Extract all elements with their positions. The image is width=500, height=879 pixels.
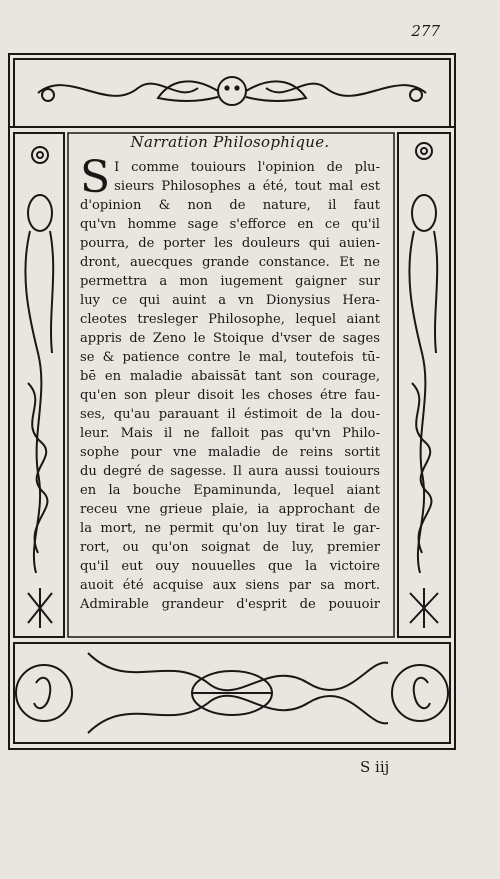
text-line: cleotes tresleger Philosophe, lequel aiant xyxy=(80,312,380,327)
text-line: receu vne grieue plaie, ia approchant de xyxy=(80,502,380,517)
text-line: rort, ou qu'on soignat de luy, premier xyxy=(80,540,380,555)
text-line: leur. Mais il ne falloit pas qu'vn Philo- xyxy=(80,426,380,441)
text-line: pourra, de porter les douleurs qui auien- xyxy=(80,236,380,251)
text-line: I comme touiours l'opinion de plu- xyxy=(114,160,380,175)
text-line: du degré de sagesse. Il aura aussi touiours xyxy=(80,464,380,479)
text-line: qu'en son pleur disoit les choses étre fau- xyxy=(80,388,380,403)
text-line: se & patience contre le mal, toutefois tū- xyxy=(80,350,380,365)
text-line: d'opinion & non de nature, il faut xyxy=(80,198,380,213)
page-number: 277 xyxy=(411,22,440,40)
drop-cap: S xyxy=(80,152,111,203)
text-line: ses, qu'au parauant il éstimoit de la dou- xyxy=(80,407,380,422)
text-line: appris de Zeno le Stoique d'vser de sages xyxy=(80,331,380,346)
text-line: sophe pour vne maladie de reins sortit xyxy=(80,445,380,460)
text-line: qu'vn homme sage s'efforce en ce qu'il xyxy=(80,217,380,232)
body-text xyxy=(80,152,380,614)
text-line: en la bouche Epaminunda, lequel aiant xyxy=(80,483,380,498)
text-line: bē en maladie abaissāt tant son courage, xyxy=(80,369,380,384)
text-line: la mort, ne permit qu'on luy tirat le gar- xyxy=(80,521,380,536)
text-line: Admirable grandeur d'esprit de pouuoir xyxy=(80,597,380,612)
section-heading: Narration Philosophique. xyxy=(130,133,330,151)
text-line: auoit été acquise aux siens par sa mort. xyxy=(80,578,380,593)
text-line: dront, auecques grande constance. Et ne xyxy=(80,255,380,270)
signature-mark: S iij xyxy=(360,758,390,776)
text-line: sieurs Philosophes a été, tout mal est xyxy=(114,179,380,194)
text-line: qu'il eut ouy nouuelles que la victoire xyxy=(80,559,380,574)
text-line: luy ce qui auint a vn Dionysius Hera- xyxy=(80,293,380,308)
text-line: permettra a mon iugement gaigner sur xyxy=(80,274,380,289)
